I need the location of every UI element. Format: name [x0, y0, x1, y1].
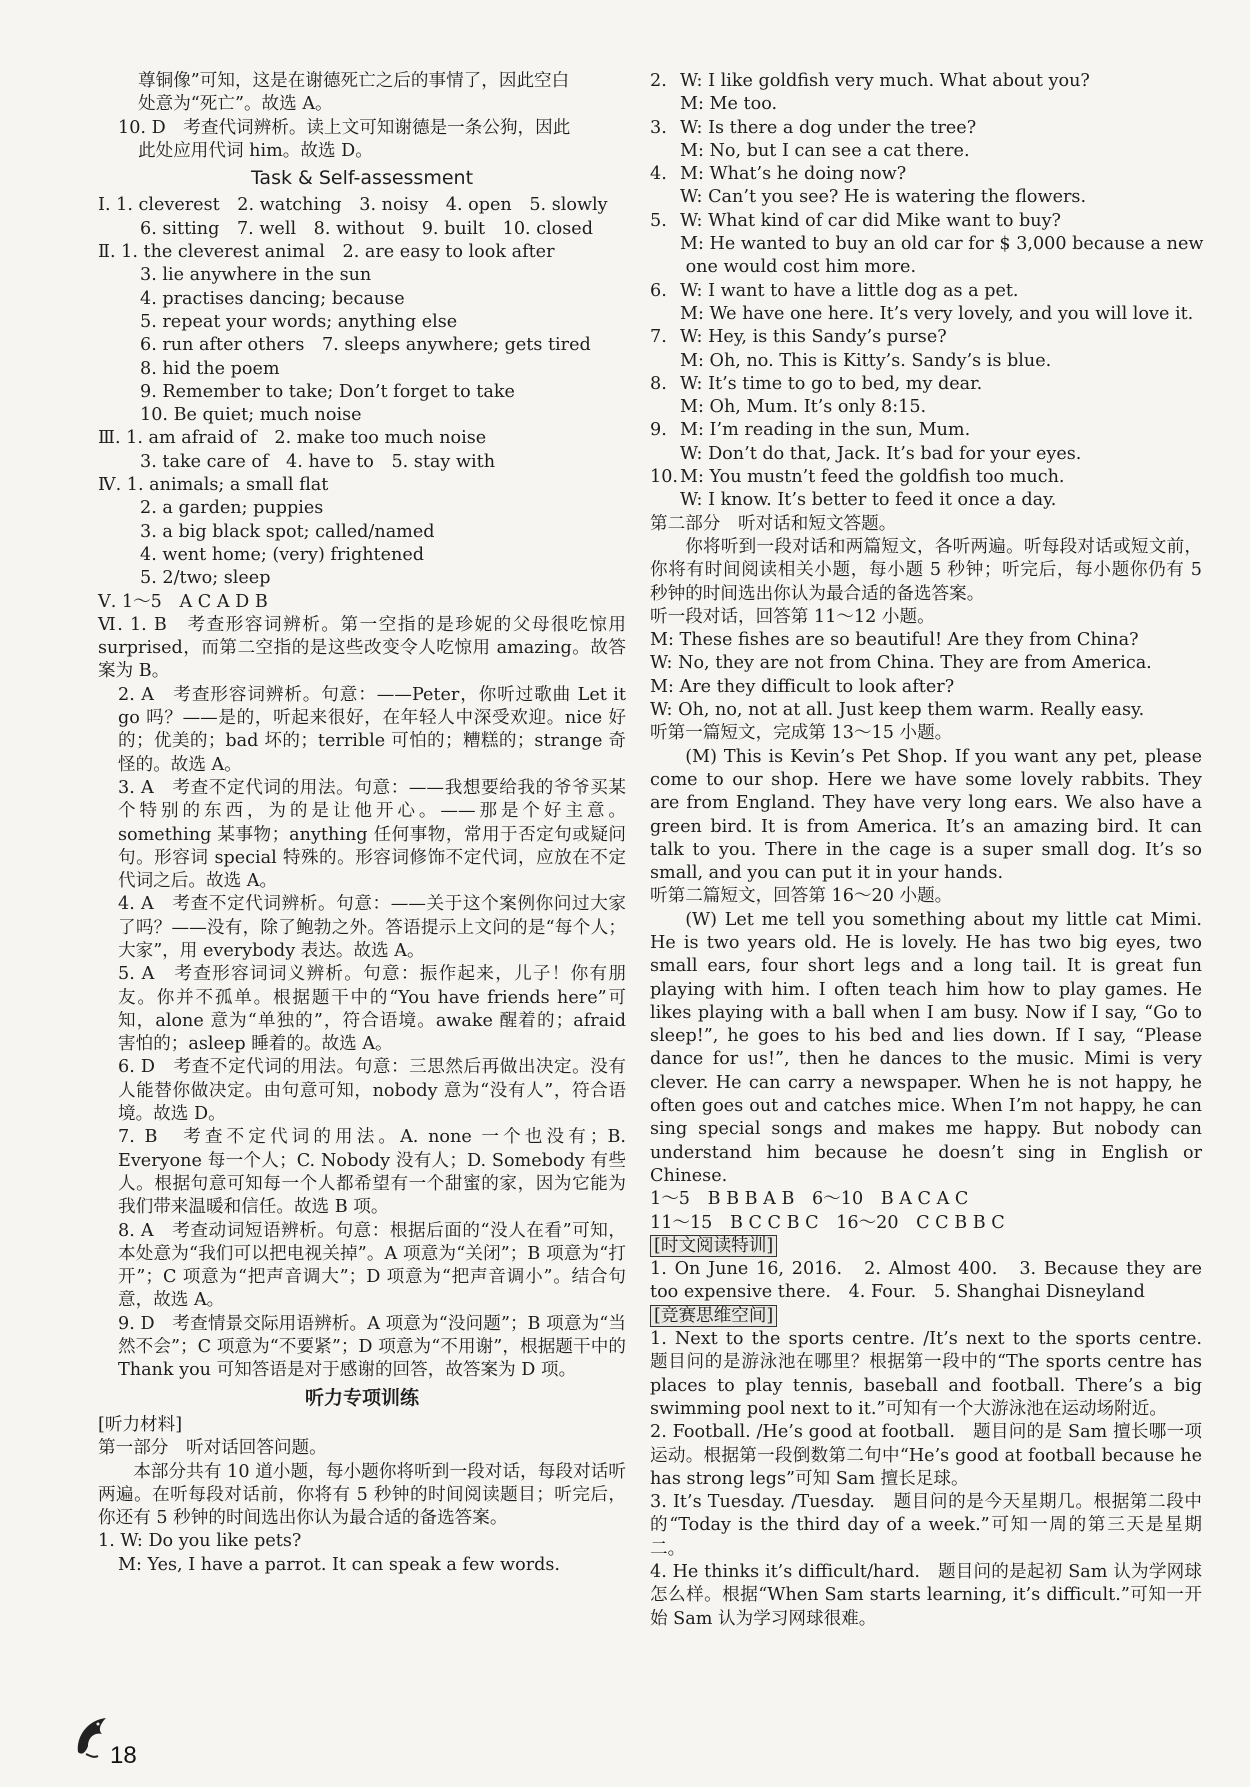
answer-line: 6. run after others 7. sleeps anywhere; gets tired — [140, 335, 591, 356]
passage2-intro: 听第二篇短文，回答第 16～20 小题。 — [650, 886, 953, 907]
answer-line: 3. a big black spot; called/named — [140, 521, 435, 542]
contest-item: 3. It’s Tuesday. /Tuesday. 题目问的是今天星期几。根据第二段中的“Today is the third day of a week.”可知一周的第三天是星期二。 — [650, 1492, 1202, 1559]
explanation-item: 8. A 考查动词短语辨析。句意：根据后面的“没人在看”可知，本处意为“我们可以把电视关掉”。A 项意为“关闭”；B 项意为“打开”；C 项意为“把声音调大”；D 项意为“把声音调小”。结合句意，故选 A。 — [118, 1220, 626, 1311]
dialog-line — [650, 396, 1202, 419]
dialog-line — [650, 186, 1202, 209]
part2-title: 第二部分 听对话和短文答题。 — [650, 513, 897, 534]
dialog-text: W: Can’t you see? He is watering the flowers. — [680, 187, 1087, 208]
right-column — [650, 70, 1220, 1631]
answer-line: Ⅳ. 1. animals; a small flat — [98, 475, 329, 496]
dialog-line — [650, 303, 1202, 326]
dialog-line: 1. W: Do you like pets? — [98, 1531, 302, 1552]
dialog-number: 7. — [650, 327, 667, 348]
dialog-text: W: Don’t do that, Jack. It’s bad for your eyes. — [680, 443, 1082, 464]
dialog-line — [650, 210, 1202, 233]
dialog-text: W: Is there a dog under the tree? — [680, 117, 977, 138]
dialog-number: 10. — [650, 467, 678, 488]
dialog-line — [650, 489, 1202, 512]
dialog-number: 5. — [650, 210, 667, 231]
dialog-line: W: No, they are not from China. They are from America. — [650, 653, 1152, 674]
passage1-text: (M) This is Kevin’s Pet Shop. If you want any pet, please come to our shop. Here we have some lovely rabbits. They are from England. They have very long ears. We also have a green bird. It is from America. It’s an amazing bird. It can talk to you. There in the cage is a super small dog. It’s so small, and you can put it in your hands. — [650, 746, 1202, 884]
dialog-line — [650, 350, 1202, 373]
dialog-line: M: Are they difficult to look after? — [650, 676, 955, 697]
dialog-text: W: I want to have a little dog as a pet. — [680, 280, 1019, 301]
dialog-line: W: Oh, no, not at all. Just keep them warm. Really easy. — [650, 700, 1145, 721]
dialog-line — [650, 117, 1202, 140]
dialog-line — [650, 163, 1202, 186]
dialog-text: M: I’m reading in the sun, Mum. — [680, 420, 971, 441]
dialog-number: 2. — [650, 71, 667, 91]
reading-answers: 1. On June 16, 2016. 2. Almost 400. 3. Because they are too expensive there. 4. Four. 5. Shanghai Disneyland — [650, 1259, 1202, 1303]
answer-line: Ⅰ. 1. cleverest 2. watching 3. noisy 4. open 5. slowly — [98, 195, 608, 216]
answer-key-line: 1～5 B B B A B 6～10 B A C A C — [650, 1189, 969, 1210]
text-line: 尊铜像”可知，这是在谢德死亡之后的事情了，因此空白 — [138, 71, 570, 91]
dialog-number: 8. — [650, 373, 667, 394]
answer-line: 10. Be quiet; much noise — [140, 405, 362, 426]
contest-item: 4. He thinks it’s difficult/hard. 题目问的是起初 Sam 认为学网球怎么样。根据“When Sam starts learning, it’s difficult.”可知一开始 Sam 认为学习网球很难。 — [650, 1562, 1202, 1629]
explanation-item: 6. D 考查不定代词的用法。句意：三思然后再做出决定。没有人能替你做决定。由句意可知，nobody 意为“没有人”，符合语境。故选 D。 — [118, 1057, 626, 1125]
text-line: 10. D 考查代词辨析。读上文可知谢德是一条公狗，因此 — [118, 117, 571, 138]
answer-line: 3. take care of 4. have to 5. stay with — [140, 451, 496, 472]
dialog-text: M: He wanted to buy an old car for $ 3,000 because a new — [680, 234, 1204, 255]
explanation-item: Ⅵ. 1. B 考查形容词辨析。第一空指的是珍妮的父母很吃惊用 surprised，而第二空指的是这些改变令人吃惊用 amazing。故答案为 B。 — [98, 614, 626, 682]
text-line: 处意为“死亡”。故选 A。 — [138, 94, 333, 115]
dialog-line — [650, 256, 1202, 279]
dialog-line — [650, 466, 1202, 489]
dialog-text: M: What’s he doing now? — [680, 164, 907, 185]
dialog-text: W: Hey, is this Sandy’s purse? — [680, 327, 947, 348]
section-heading-listening: 听力专项训练 — [304, 1386, 419, 1409]
explanation-item: 9. D 考查情景交际用语辨析。A 项意为“没问题”；B 项意为“当然不会”；C 项意为“不要紧”；D 项意为“不用谢”，根据题干中的 Thank you 可知答语是对于感谢的回答，故答案为 D 项。 — [118, 1313, 626, 1381]
contest-heading: [竞赛思维空间] — [650, 1305, 777, 1327]
answer-key-line: 11～15 B C C B C 16～20 C C B B C — [650, 1212, 1005, 1233]
section-heading-task: Task & Self-assessment — [250, 167, 474, 190]
dialog-text: M: Oh, Mum. It’s only 8:15. — [680, 397, 927, 418]
contest-item: 1. Next to the sports centre. /It’s next to the sports centre. 题目问的是游泳池在哪里？根据第一段中的“The sports centre has places to play tennis, baseball and football. There’s a big swimming pool next to it.”可知有一个大游泳池在运动场附近。 — [650, 1329, 1220, 1419]
explanation-item: 5. A 考查形容词词义辨析。句意：振作起来，儿子！你有朋友。你并不孤单。根据题干中的“You have friends here”可知，alone 意为“单独的”，符合语境。awake 醒着的；afraid 害怕的；asleep 睡着的。故选 A。 — [118, 964, 626, 1055]
part1-title: 第一部分 听对话回答问题。 — [98, 1438, 327, 1459]
dialog-text: W: What kind of car did Mike want to buy? — [680, 210, 1061, 231]
part2-intro: 你将听到一段对话和两篇短文，各听两遍。听每段对话或短文前，你将有时间阅读相关小题，每小题 5 秒钟；听完后，每小题你仍有 5 秒钟的时间选出你认为最合适的备选答案。 — [650, 536, 1202, 604]
answer-line: 5. 2/two; sleep — [140, 568, 271, 589]
dialog-text: one would cost him more. — [680, 257, 917, 278]
dialog-number: 4. — [650, 164, 667, 185]
dialog-line — [650, 140, 1202, 163]
explanation-item: 3. A 考查不定代词的用法。句意：——我想要给我的爷爷买某个特别的东西，为的是让他开心。——那是个好主意。something 某事物；anything 任何事物，常用于否定句或疑问句。形容词 special 特殊的。形容词修饰不定代词，应放在不定代词之后。故选 A。 — [118, 777, 626, 892]
answer-line: 4. went home; (very) frightened — [140, 544, 425, 565]
dialog-line — [650, 70, 1202, 93]
dialog-text: M: We have one here. It’s very lovely, and you will love it. — [680, 303, 1194, 324]
dialog-line: M: These fishes are so beautiful! Are they from China? — [650, 630, 1139, 651]
dialog-line — [650, 373, 1202, 396]
listening-material-label: [听力材料] — [98, 1414, 183, 1435]
answer-line: 3. lie anywhere in the sun — [140, 265, 372, 286]
dialog-text: W: It’s time to go to bed, my dear. — [680, 373, 983, 394]
answer-line: 5. repeat your words; anything else — [140, 311, 458, 332]
answer-line: 6. sitting 7. well 8. without 9. built 10. closed — [140, 218, 593, 239]
passage2-text: (W) Let me tell you something about my little cat Mimi. He is two years old. He is lovely. He has two big eyes, two small ears, four short legs and a long tail. It is great fun playing with him. I often teach him how to play games. He likes playing with a ball when I am busy. Now if I say, “Go to sleep!”, he goes to his bed and lies down. If I say, “Please dance for us!”, then he dances to the music. Mimi is very clever. He can carry a newspaper. When he is not happy, he often goes out and catches mice. When I’m not happy, he can sing special songs and makes me happy. But nobody can understand him because he doesn’t sing in English or Chinese. — [650, 909, 1202, 1186]
dialog-number: 6. — [650, 280, 667, 301]
answer-line: Ⅴ. 1～5 A C A D B — [98, 591, 268, 612]
contest-item: 2. Football. /He’s good at football. 题目问的是 Sam 擅长哪一项运动。根据第一段倒数第二句中“He’s good at football because he has strong legs”可知 Sam 擅长足球。 — [650, 1422, 1202, 1489]
dialog-line — [650, 326, 1202, 349]
dialog-text: M: You mustn’t feed the goldfish too much. — [680, 467, 1065, 488]
page-number: 18 — [110, 1742, 137, 1769]
explanation-item: 7. B 考查不定代词的用法。A. none 一个也没有；B. Everyone 每一个人；C. Nobody 没有人；D. Somebody 有些人。根据句意可知每一个人都希望有一个甜蜜的家，因为它能为我们带来温暖和信任。故选 B 项。 — [118, 1127, 626, 1218]
dialog-text: M: Oh, no. This is Kitty’s. Sandy’s is blue. — [680, 350, 1052, 371]
dialog-line — [650, 419, 1202, 442]
dialog-number: 9. — [650, 420, 667, 441]
dialog-list — [650, 70, 1202, 513]
dialog-line — [650, 280, 1202, 303]
answer-line: Ⅲ. 1. am afraid of 2. make too much noise — [98, 428, 487, 449]
dialog-number: 3. — [650, 117, 667, 138]
reading-heading: [时文阅读特训] — [650, 1235, 777, 1257]
answer-line: Ⅱ. 1. the cleverest animal 2. are easy to look after — [98, 242, 555, 263]
dialog-line: M: Yes, I have a parrot. It can speak a few words. — [118, 1554, 560, 1575]
part1-intro: 本部分共有 10 道小题，每小题你将听到一段对话，每段对话听两遍。在听每段对话前，你将有 5 秒钟的时间阅读题目；听完后，你还有 5 秒钟的时间选出你认为最合适的备选答案。 — [98, 1461, 626, 1529]
answer-line: 4. practises dancing; because — [140, 288, 405, 309]
explanation-item: 4. A 考查不定代词辨析。句意：——关于这个案例你问过大家了吗？——没有，除了鲍勃之外。答语提示上文问的是“每个人；大家”，用 everybody 表达。故选 A。 — [118, 894, 626, 961]
dialog-text: M: Me too. — [680, 94, 778, 115]
dialog-line — [650, 93, 1202, 116]
conversation-intro: 听一段对话，回答第 11～12 小题。 — [650, 606, 935, 627]
dialog-line — [650, 233, 1202, 256]
passage1-intro: 听第一篇短文，完成第 13～15 小题。 — [650, 723, 953, 744]
text-line: 此处应用代词 him。故选 D。 — [138, 140, 373, 161]
dialog-text: W: I know. It’s better to feed it once a day. — [680, 490, 1057, 511]
answer-line: 9. Remember to take; Don’t forget to take — [140, 381, 515, 402]
dialog-line — [650, 443, 1202, 466]
dialog-text: M: No, but I can see a cat there. — [680, 140, 970, 161]
explanation-item: 2. A 考查形容词辨析。句意：——Peter，你听过歌曲 Let it go 吗？——是的，听起来很好，在年轻人中深受欢迎。nice 好的；优美的；bad 坏的；terrible 可怕的；糟糕的；strange 奇怪的。故选 A。 — [118, 684, 626, 775]
left-column — [98, 70, 626, 1577]
answer-line: 2. a garden; puppies — [140, 498, 324, 519]
dialog-text: W: I like goldfish very much. What about you? — [680, 71, 1090, 91]
answer-line: 8. hid the poem — [140, 358, 280, 379]
